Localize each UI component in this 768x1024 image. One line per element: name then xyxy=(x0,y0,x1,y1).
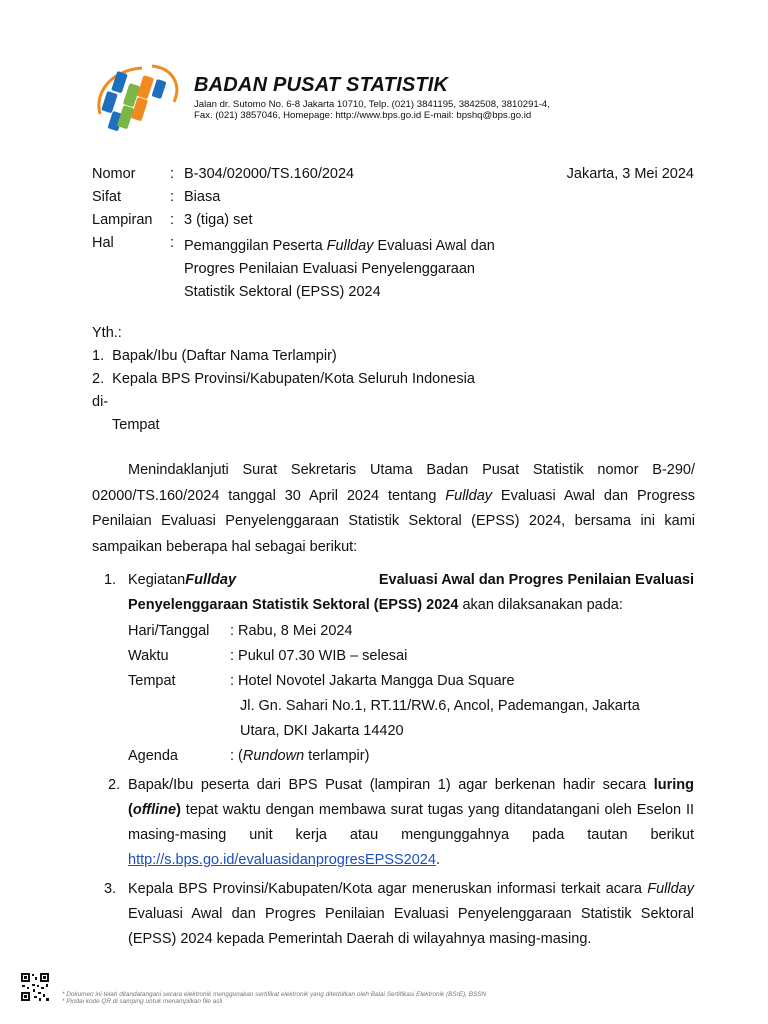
colon: : xyxy=(170,212,175,228)
agenda-value xyxy=(230,744,695,769)
schedule-row xyxy=(128,669,696,744)
footer-line: * Dokumen ini telah ditandatangani secara elektronik menggunakan sertifikat elektronik yang diterbitkan oleh Balai Sertifikasi Elektronik (BSrE), BSSN xyxy=(62,991,487,998)
item-bold: Evaluasi Awal dan Progres Penilaian Evaluasi xyxy=(378,572,694,588)
item-text: Evaluasi Awal dan Progres Penilaian Evaluasi Penyelenggaraan Statistik Sektoral (EPSS) 2024 kepada Pemerintah Daerah di wilayahnya masing-masing. xyxy=(128,906,694,947)
tempat: Tempat xyxy=(112,417,160,433)
tempat-value: Jl. Gn. Sahari No.1, RT.11/RW.6, Ancol, Pademangan, Jakarta xyxy=(240,698,640,714)
item-text: Kegiatan xyxy=(128,572,186,588)
bps-logo-icon xyxy=(90,62,182,138)
waktu-value: : Pukul 07.30 WIB – selesai xyxy=(230,648,408,664)
tempat-value: Utara, DKI Jakarta 14420 xyxy=(240,723,404,739)
recipient-num: 1. xyxy=(92,348,105,364)
qr-code-icon xyxy=(20,972,50,1002)
recipient-text: Bapak/Ibu (Daftar Nama Terlampir) xyxy=(112,348,337,364)
agenda-text: terlampir) xyxy=(304,748,370,764)
address-line: Fax. (021) 3857046, Homepage: http://www.bps.go.id E-mail: bpshq@bps.go.id xyxy=(194,110,532,121)
item-1-line2 xyxy=(128,593,694,618)
schedule xyxy=(128,619,696,749)
sifat-value: Biasa xyxy=(184,189,221,205)
agenda-label: Agenda xyxy=(128,748,178,764)
recipient-1 xyxy=(92,345,475,368)
body-text: Evaluasi Awal dan Progress Penilaian Evaluasi Penyelenggaraan Statistik Sektoral (EPSS) 2024, bersama ini kami sampaikan beberapa hal sebagai berikut: xyxy=(92,487,695,555)
schedule-row xyxy=(128,644,696,669)
body-italic: Fullday xyxy=(445,487,493,504)
org-name: BADAN PUSAT STATISTIK xyxy=(194,74,449,96)
item-italic: Fullday xyxy=(647,881,694,897)
letter-date: Jakarta, 3 Mei 2024 xyxy=(566,166,694,182)
body-paragraph xyxy=(92,458,695,560)
colon: : xyxy=(170,235,175,251)
sifat-label: Sifat xyxy=(92,189,122,205)
hal-line: Statistik Sektoral (EPSS) 2024 xyxy=(184,284,381,300)
footer-note xyxy=(62,991,682,1005)
meta-row-lampiran xyxy=(92,212,702,235)
waktu-label: Waktu xyxy=(128,648,169,664)
registration-link[interactable]: http://s.bps.go.id/evaluasidanprogresEPSS2024 xyxy=(128,852,436,868)
agenda-text: : ( xyxy=(230,748,243,764)
recipient-num: 2. xyxy=(92,371,105,387)
nomor-label: Nomor xyxy=(92,166,136,182)
lampiran-value: 3 (tiga) set xyxy=(184,212,253,228)
item-italic: Fullday xyxy=(185,572,237,588)
org-address xyxy=(194,99,550,121)
meta-row-nomor xyxy=(92,166,702,189)
hari-value: : Rabu, 8 Mei 2024 xyxy=(230,623,353,639)
colon: : xyxy=(170,166,175,182)
schedule-row-agenda xyxy=(128,744,696,769)
recipient-text: Kepala BPS Provinsi/Kabupaten/Kota Seluruh Indonesia xyxy=(112,371,475,387)
hal-text: Evaluasi Awal dan xyxy=(373,238,495,254)
body-text: Menindaklanjuti Surat Sekretaris Utama Badan Pusat Statistik nomor B-290/ 02000/TS.160/2024 tanggal 30 April 2024 tentang xyxy=(92,462,695,504)
item-number: 2. xyxy=(108,777,121,793)
hal-line: Progres Penilaian Evaluasi Penyelenggaraan xyxy=(184,261,475,277)
recipient-2 xyxy=(92,368,475,391)
di: di- xyxy=(92,394,109,410)
agenda-italic: Rundown xyxy=(242,748,305,764)
item-1-line1 xyxy=(128,568,694,593)
item-3-text xyxy=(128,877,694,952)
item-text: tepat waktu dengan membawa surat tugas yang ditandatangani oleh Eselon II masing-masing unit kerja atau mengunggahnya pada tautan berikut xyxy=(128,802,694,843)
address-line: Jalan dr. Sutomo No. 6-8 Jakarta 10710, Telp. (021) 3841195, 3842508, 3810291-4, xyxy=(194,99,550,110)
item-text: Bapak/Ibu peserta dari BPS Pusat (lampiran 1) agar berkenan hadir secara xyxy=(128,777,654,793)
meta-row-sifat xyxy=(92,189,702,212)
item-number: 1. xyxy=(104,572,117,588)
nomor-value: B-304/02000/TS.160/2024 xyxy=(184,166,355,182)
meta-row-hal xyxy=(92,235,702,304)
hal-label: Hal xyxy=(92,235,114,251)
tempat-value: : Hotel Novotel Jakarta Mangga Dua Square xyxy=(230,673,515,689)
hari-label: Hari/Tanggal xyxy=(128,623,210,639)
item-text: akan dilaksanakan pada: xyxy=(458,597,623,613)
letterhead xyxy=(88,62,708,142)
item-number: 3. xyxy=(104,881,117,897)
tempat-label: Tempat xyxy=(128,673,176,689)
hal-line xyxy=(184,235,495,258)
item-text: Kepala BPS Provinsi/Kabupaten/Kota agar meneruskan informasi terkait acara xyxy=(128,881,648,897)
recipients xyxy=(92,322,475,437)
item-text: . xyxy=(435,852,440,868)
item-bold: Penyelenggaraan Statistik Sektoral (EPSS) 2024 xyxy=(128,597,459,613)
item-bold-italic: offline xyxy=(132,802,177,818)
schedule-row xyxy=(128,619,696,644)
hal-italic: Fullday xyxy=(326,238,374,254)
footer-line: * Pindai kode QR di samping untuk menampilkan file asli xyxy=(62,998,223,1005)
colon: : xyxy=(170,189,175,205)
item-bold: luring xyxy=(653,777,694,793)
letter-meta xyxy=(92,166,702,304)
hal-value xyxy=(184,235,495,304)
hal-text: Pemanggilan Peserta xyxy=(184,238,327,254)
item-2-text xyxy=(128,773,694,873)
item-bold: ) xyxy=(176,802,181,818)
item-bold: ( xyxy=(128,802,133,818)
yth: Yth.: xyxy=(92,325,122,341)
lampiran-label: Lampiran xyxy=(92,212,153,228)
